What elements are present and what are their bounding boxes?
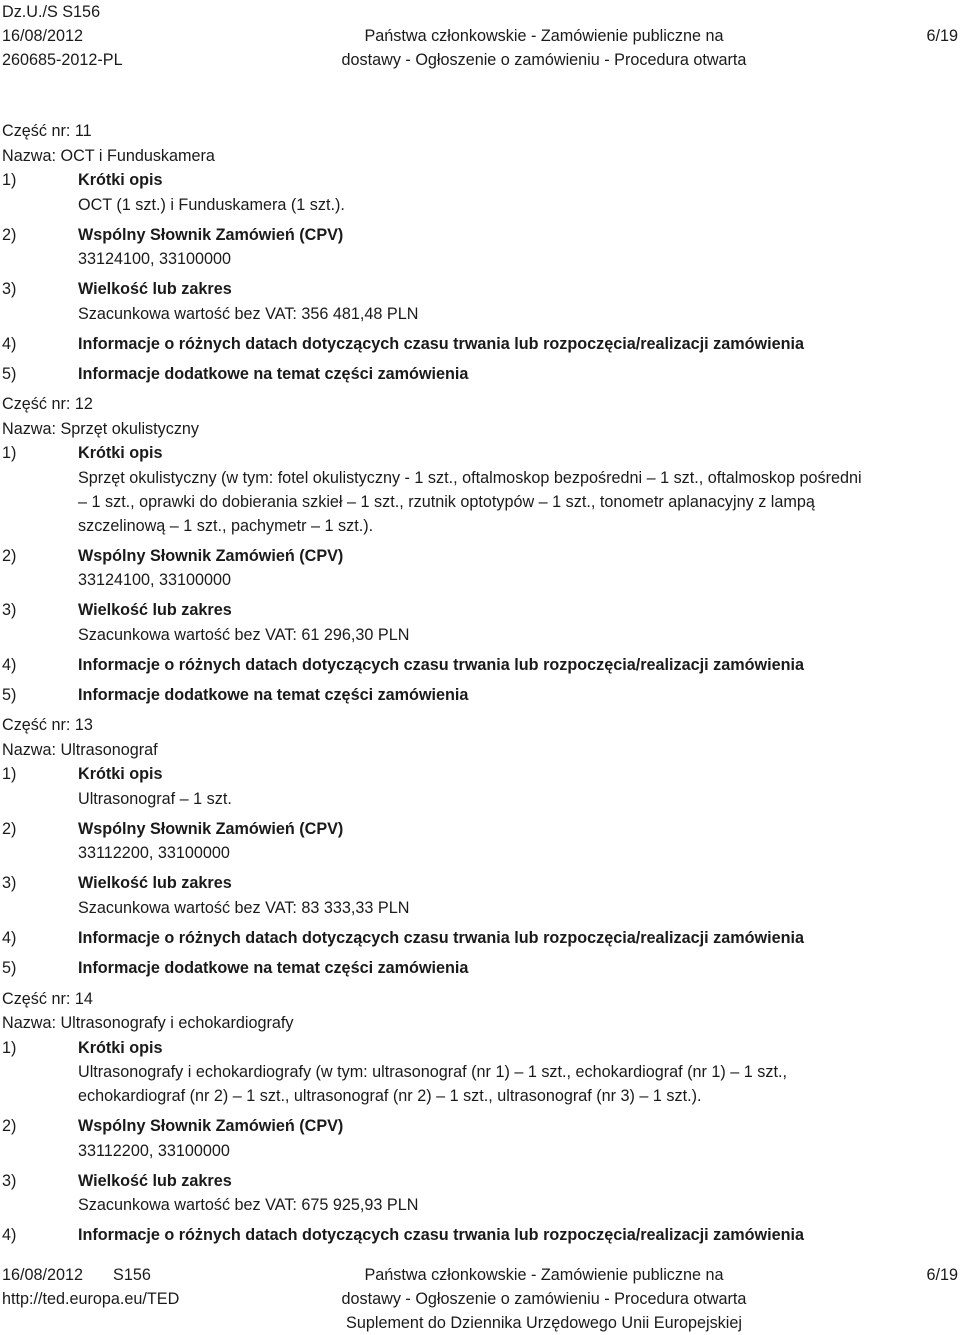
section-number: 1) bbox=[2, 444, 17, 463]
header-title-line2: dostawy - Ogłoszenie o zamówieniu - Procedura otwarta bbox=[341, 51, 747, 69]
section-title: Wielkość lub zakres bbox=[78, 874, 232, 893]
section-additional-info bbox=[2, 362, 952, 392]
page-header bbox=[0, 0, 960, 72]
section-title: Wielkość lub zakres bbox=[78, 1171, 232, 1190]
footer-date: 16/08/2012 bbox=[2, 1266, 84, 1284]
section-additional-info bbox=[2, 683, 952, 713]
section-title: Informacje o różnych datach dotyczących czasu trwania lub rozpoczęcia/realizacji zamówienia bbox=[78, 928, 804, 947]
cpv-codes: 33112200, 33100000 bbox=[78, 844, 230, 863]
section-title: Informacje o różnych datach dotyczących czasu trwania lub rozpoczęcia/realizacji zamówienia bbox=[78, 655, 804, 674]
header-page-number: 6/19 bbox=[926, 27, 958, 45]
section-cpv bbox=[2, 544, 952, 569]
section-title: Informacje o różnych datach dotyczących czasu trwania lub rozpoczęcia/realizacji zamówienia bbox=[78, 1226, 804, 1245]
lot-description: OCT (1 szt.) i Funduskamera (1 szt.). bbox=[78, 195, 345, 214]
section-cpv bbox=[2, 223, 952, 248]
section-dates bbox=[2, 332, 952, 362]
section-short-description bbox=[2, 168, 952, 193]
lot-description bbox=[2, 466, 938, 538]
section-dates bbox=[2, 926, 952, 956]
section-title: Krótki opis bbox=[78, 1038, 163, 1057]
section-short-description bbox=[2, 762, 952, 787]
section-title: Krótki opis bbox=[78, 444, 163, 463]
description-line: echokardiograf (nr 2) – 1 szt., ultrasonograf (nr 2) – 1 szt., ultrasonograf (nr 3) – 1 szt.). bbox=[78, 1087, 702, 1106]
lot-section bbox=[2, 119, 952, 392]
section-number: 1) bbox=[2, 1038, 17, 1057]
lot-number: Część nr: 11 bbox=[2, 122, 92, 140]
lot-section bbox=[2, 713, 952, 986]
section-number: 3) bbox=[2, 1171, 17, 1190]
footer-title-line2: dostawy - Ogłoszenie o zamówieniu - Procedura otwarta bbox=[341, 1290, 747, 1308]
footer-page-number: 6/19 bbox=[926, 1266, 958, 1284]
section-short-description bbox=[2, 441, 952, 466]
lot-description: Ultrasonograf – 1 szt. bbox=[78, 789, 232, 808]
description-line: – 1 szt., oprawki do dobierania szkieł – 1 szt., rzutnik optotypów – 1 szt., tonometr aplanacyjny z lampą bbox=[78, 492, 815, 511]
footer-title-line1: Państwa członkowskie - Zamówienie publiczne na bbox=[364, 1266, 724, 1284]
section-title: Informacje dodatkowe na temat części zamówienia bbox=[78, 686, 469, 705]
section-number: 4) bbox=[2, 1226, 17, 1245]
section-number: 3) bbox=[2, 874, 17, 893]
estimated-value: Szacunkowa wartość bez VAT: 675 925,93 PLN bbox=[78, 1196, 419, 1215]
section-title: Krótki opis bbox=[78, 171, 163, 190]
section-title: Krótki opis bbox=[78, 765, 163, 784]
lot-name: Nazwa: Ultrasonograf bbox=[2, 740, 158, 759]
lot-section bbox=[2, 987, 952, 1254]
section-title: Wielkość lub zakres bbox=[78, 280, 232, 299]
section-number: 1) bbox=[2, 765, 17, 784]
section-number: 5) bbox=[2, 686, 17, 705]
section-additional-info bbox=[2, 956, 952, 986]
section-short-description bbox=[2, 1036, 952, 1061]
section-dates bbox=[2, 653, 952, 683]
section-title: Wspólny Słownik Zamówień (CPV) bbox=[78, 225, 344, 244]
section-title: Wspólny Słownik Zamówień (CPV) bbox=[78, 819, 344, 838]
section-number: 3) bbox=[2, 601, 17, 620]
section-cpv bbox=[2, 1114, 952, 1139]
cpv-codes: 33112200, 33100000 bbox=[78, 1141, 230, 1160]
section-number: 2) bbox=[2, 546, 17, 565]
section-number: 4) bbox=[2, 334, 17, 353]
journal-reference: Dz.U./S S156 bbox=[2, 3, 101, 21]
header-left bbox=[2, 0, 123, 72]
section-title: Informacje dodatkowe na temat części zamówienia bbox=[78, 364, 469, 383]
footer-title bbox=[334, 1263, 754, 1335]
lot-name: Nazwa: Ultrasonografy i echokardiografy bbox=[2, 1014, 294, 1033]
header-title-line1: Państwa członkowskie - Zamówienie publiczne na bbox=[364, 27, 724, 45]
section-number: 4) bbox=[2, 928, 17, 947]
header-date: 16/08/2012 bbox=[2, 27, 84, 45]
lot-name: Nazwa: Sprzęt okulistyczny bbox=[2, 419, 200, 438]
lot-description bbox=[2, 1060, 938, 1108]
header-title bbox=[334, 0, 754, 72]
section-number: 3) bbox=[2, 280, 17, 299]
lot-number: Część nr: 13 bbox=[2, 716, 93, 735]
section-quantity bbox=[2, 1169, 952, 1194]
section-dates bbox=[2, 1223, 952, 1253]
section-title: Informacje dodatkowe na temat części zamówienia bbox=[78, 959, 469, 978]
estimated-value: Szacunkowa wartość bez VAT: 356 481,48 PLN bbox=[78, 304, 419, 323]
lot-section bbox=[2, 392, 952, 713]
cpv-codes: 33124100, 33100000 bbox=[78, 250, 232, 269]
section-number: 4) bbox=[2, 655, 17, 674]
page-footer bbox=[0, 1263, 960, 1335]
footer-left bbox=[2, 1263, 179, 1311]
section-quantity bbox=[2, 277, 952, 302]
lot-number: Część nr: 14 bbox=[2, 989, 93, 1008]
document-id: 260685-2012-PL bbox=[2, 51, 123, 69]
estimated-value: Szacunkowa wartość bez VAT: 83 333,33 PLN bbox=[78, 898, 410, 917]
description-line: Sprzęt okulistyczny (w tym: fotel okulistyczny - 1 szt., oftalmoskop bezpośredni – 1 szt., oftalmoskop pośredni bbox=[78, 468, 862, 487]
estimated-value: Szacunkowa wartość bez VAT: 61 296,30 PLN bbox=[78, 625, 410, 644]
section-title: Wspólny Słownik Zamówień (CPV) bbox=[78, 546, 344, 565]
section-cpv bbox=[2, 817, 952, 842]
footer-title-line3: Suplement do Dziennika Urzędowego Unii Europejskiej bbox=[346, 1314, 742, 1332]
section-title: Wielkość lub zakres bbox=[78, 601, 232, 620]
section-title: Wspólny Słownik Zamówień (CPV) bbox=[78, 1117, 344, 1136]
footer-url[interactable]: http://ted.europa.eu/TED bbox=[2, 1290, 180, 1308]
footer-series: S156 bbox=[113, 1266, 151, 1284]
section-number: 2) bbox=[2, 1117, 17, 1136]
section-number: 1) bbox=[2, 171, 17, 190]
section-number: 5) bbox=[2, 364, 17, 383]
section-quantity bbox=[2, 871, 952, 896]
document-body bbox=[2, 119, 952, 1253]
section-number: 2) bbox=[2, 225, 17, 244]
section-title: Informacje o różnych datach dotyczących czasu trwania lub rozpoczęcia/realizacji zamówienia bbox=[78, 334, 804, 353]
section-number: 5) bbox=[2, 959, 17, 978]
lot-name: Nazwa: OCT i Funduskamera bbox=[2, 146, 215, 165]
section-quantity bbox=[2, 598, 952, 623]
section-number: 2) bbox=[2, 819, 17, 838]
footer-date-series bbox=[2, 1263, 179, 1287]
lot-number: Część nr: 12 bbox=[2, 395, 93, 414]
cpv-codes: 33124100, 33100000 bbox=[78, 571, 232, 590]
description-line: Ultrasonografy i echokardiografy (w tym: ultrasonograf (nr 1) – 1 szt., echokardiograf (nr 1) – 1 szt., bbox=[78, 1063, 787, 1082]
description-line: szczelinową – 1 szt., pachymetr – 1 szt.). bbox=[78, 516, 374, 535]
